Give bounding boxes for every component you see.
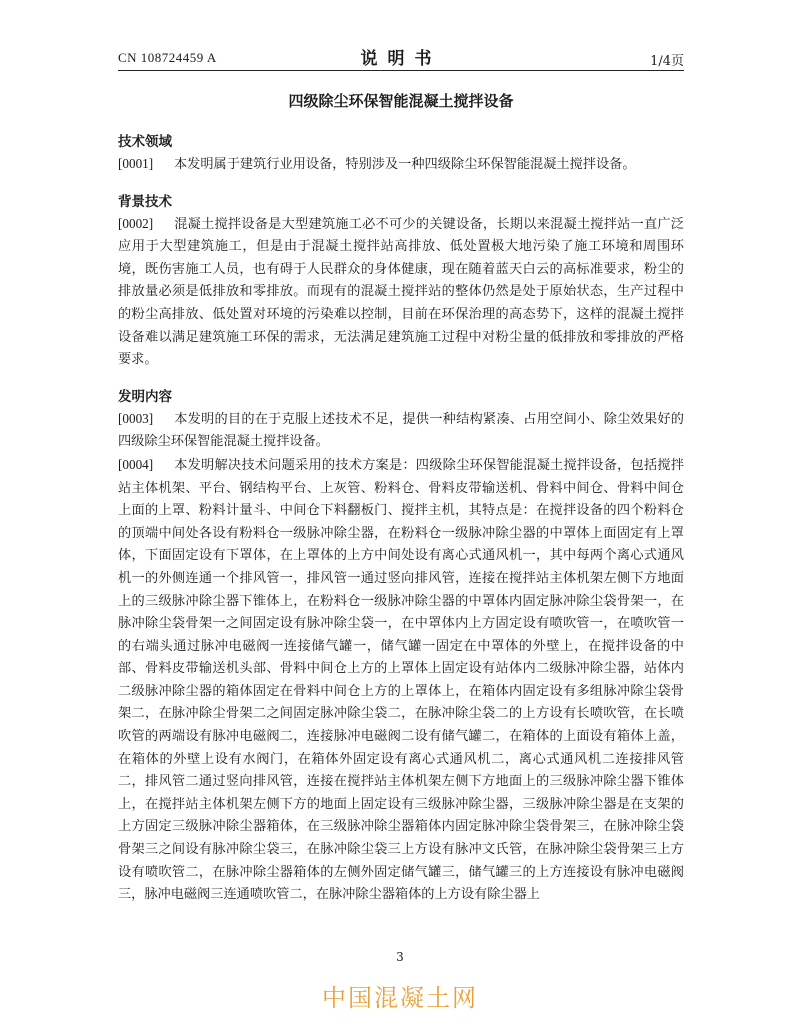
paragraph xyxy=(118,213,684,372)
section-heading: 技术领域 xyxy=(118,134,172,150)
paragraph-text: 本发明解决技术问题采用的技术方案是：四级除尘环保智能混凝土搅拌设备，包括搅拌站主体机架、平台、钢结构平台、上灰管、粉料仓、骨料皮带输送机、骨料中间仓、骨料中间仓上面的上罩、粉料计量斗、中间仓下料翻板门、搅拌主机，其特点是：在搅拌设备的四个粉料仓的顶端中间处各设有粉料仓一级脉冲除尘器，在粉料仓一级脉冲除尘器的中罩体上面固定有上罩体，下面固定设有下罩体，在上罩体的上方中间处设有离心式通风机一，其中每两个离心式通风机一的外侧连通一个排风管一，排风管一通过竖向排风管，连接在搅拌站主体机架左侧下方地面上的三级脉冲除尘器下锥体上，在粉料仓一级脉冲除尘器的中罩体内固定脉冲除尘袋骨架一，在脉冲除尘袋骨架一之间固定设有脉冲除尘袋一，在中罩体内上方固定设有喷吹管一，在喷吹管一的右端头通过脉冲电磁阀一连接储气罐一，储气罐一固定在中罩体的外壁上，在搅拌设备的中部、骨料皮带输送机头部、骨料中间仓上方的上罩体上固定设有站体内二级脉冲除尘器，站体内二级脉冲除尘器的箱体固定在骨料中间仓上方的上罩体上，在箱体内固定设有多组脉冲除尘袋骨架二，在脉冲除尘骨架二之间固定脉冲除尘袋二，在脉冲除尘袋二的上方设有长喷吹管，在长喷吹管的两端设有脉冲电磁阀二，连接脉冲电磁阀二设有储气罐二，在箱体的上面设有箱体上盖，在箱体的外壁上设有水阀门，在箱体外固定设有离心式通风机二，离心式通风机二连接排风管二，排风管二通过竖向排风管，连接在搅拌站主体机架左侧下方地面上的三级脉冲除尘器下锥体上，在搅拌站主体机架左侧下方的地面上固定设有三级脉冲除尘器，三级脉冲除尘器是在支架的上方固定三级脉冲除尘器箱体，在三级脉冲除尘器箱体内固定脉冲除尘袋骨架三，在脉冲除尘袋骨架三之间设有脉冲除尘袋三，在脉冲除尘袋三上方设有脉冲文氏管，在脉冲除尘袋骨架三上方设有喷吹管二，在脉冲除尘器箱体的左侧外固定储气罐三，储气罐三的上方连接设有脉冲电磁阀三，脉冲电磁阀三连通喷吹管二，在脉冲除尘器箱体的上方设有除尘器上 xyxy=(118,457,684,903)
site-watermark: 中国混凝土网 xyxy=(322,984,478,1012)
page-header xyxy=(118,46,684,68)
section-heading: 背景技术 xyxy=(118,193,172,210)
paragraph-text: 混凝土搅拌设备是大型建筑施工必不可少的关键设备，长期以来混凝土搅拌站一直广泛应用于大型建筑施工，但是由于混凝土搅拌站高排放、低处置极大地污染了施工环境和周围环境，既伤害施工人员，也有碍于人民群众的身体健康，现在随着蓝天白云的高标准要求，粉尘的排放量必须是低排放和零排放。而现有的混凝土搅拌站的整体仍然是处于原始状态，生产过程中的粉尘高排放、低处置对环境的污染难以控制，目前在环保治理的高态势下，这样的混凝土搅拌设备难以满足建筑施工环保的需求，无法满足建筑施工过程中对粉尘量的低排放和零排放的严格要求。 xyxy=(118,216,684,368)
document-body xyxy=(118,131,684,907)
paragraph-number: [0002] xyxy=(118,215,154,231)
header-rule xyxy=(118,70,684,71)
page-count: 1/4页 xyxy=(650,54,684,69)
section-heading: 发明内容 xyxy=(118,388,172,405)
paragraph-text: 本发明属于建筑行业用设备，特别涉及一种四级除尘环保智能混凝土搅拌设备。 xyxy=(174,157,636,172)
page-number: 3 xyxy=(396,950,404,964)
paragraph-number: [0003] xyxy=(118,410,154,426)
document-type: 说明书 xyxy=(360,49,442,69)
paragraph xyxy=(118,408,684,454)
publication-number: CN 108724459 A xyxy=(118,50,217,65)
paragraph-number: [0004] xyxy=(118,456,154,472)
document-title: 四级除尘环保智能混凝土搅拌设备 xyxy=(288,92,514,110)
paragraph-number: [0001] xyxy=(118,156,154,171)
paragraph xyxy=(118,153,684,177)
paragraph-text: 本发明的目的在于克服上述技术不足，提供一种结构紧凑、占用空间小、除尘效果好的四级除尘环保智能混凝土搅拌设备。 xyxy=(118,411,684,450)
paragraph xyxy=(118,454,684,907)
